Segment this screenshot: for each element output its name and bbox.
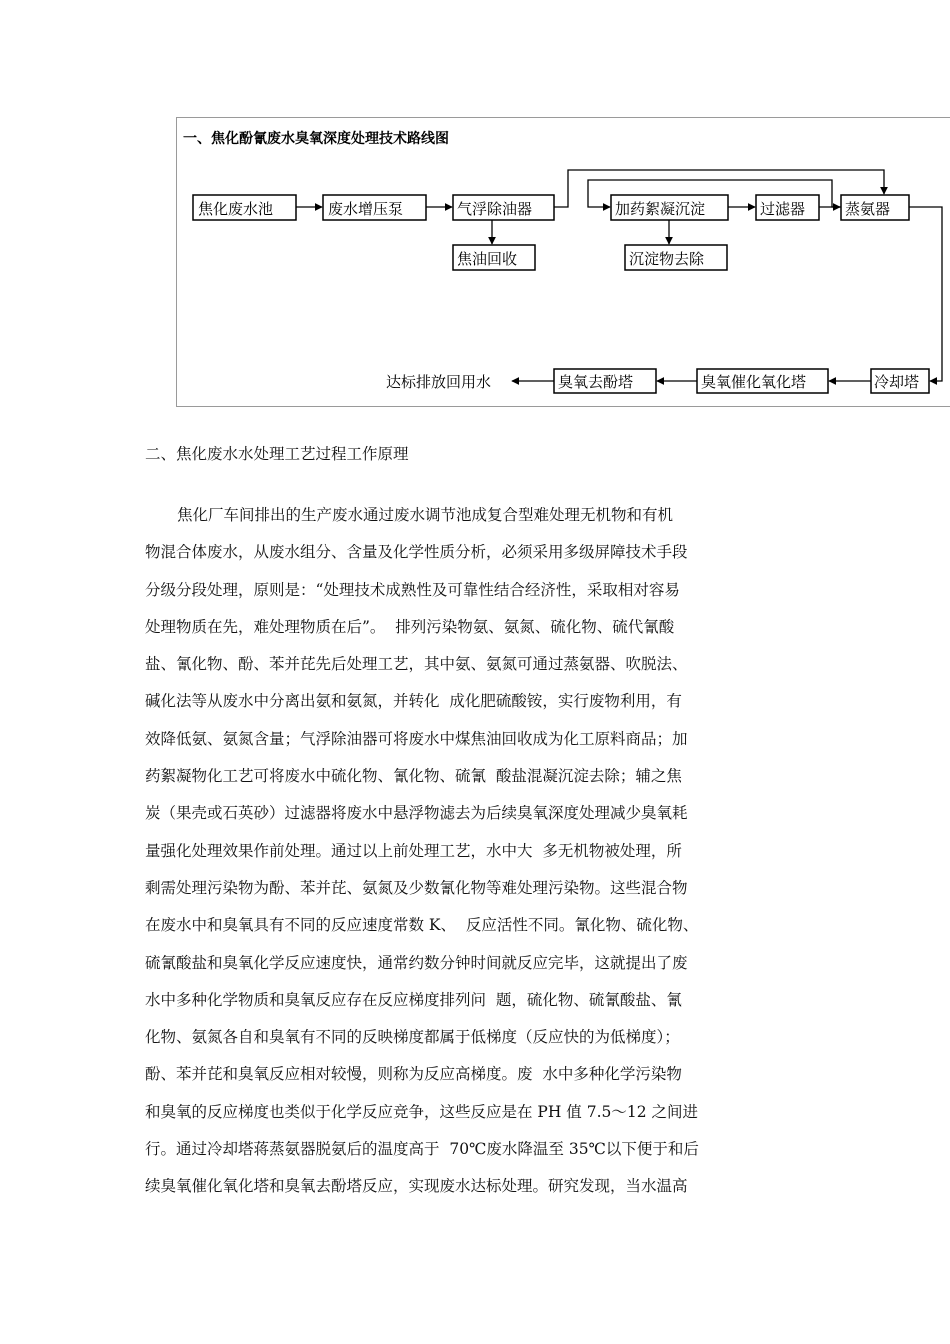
diagram-title: 一、焦化酚氰废水臭氧深度处理技术路线图 xyxy=(183,131,449,147)
paragraph-line: 酚、苯并芘和臭氧反应相对较慢，则称为反应高梯度。废 水中多种化学污染物 xyxy=(145,1065,682,1084)
paragraph-line: 盐、氰化物、酚、苯并芘先后处理工艺，其中氨、氨氮可通过蒸氨器、吹脱法、 xyxy=(145,655,688,674)
node-ozone-phenol-removal-tower xyxy=(554,369,656,393)
node-label: 冷却塔 xyxy=(874,373,920,391)
section-heading: 二、焦化废水水处理工艺过程工作原理 xyxy=(145,445,409,463)
node-label: 废水增压泵 xyxy=(328,200,404,218)
node-cooling-tower xyxy=(871,369,929,393)
paragraph-line: 焦化厂车间排出的生产废水通过废水调节池成复合型难处理无机物和有机 xyxy=(177,506,674,524)
paragraph-line: 处理物质在先，难处理物质在后”。 排列污染物氨、氨氮、硫化物、硫代氰酸 xyxy=(145,617,675,636)
node-label: 臭氧催化氧化塔 xyxy=(701,373,807,391)
paragraph-line: 分级分段处理，原则是：“处理技术成熟性及可靠性结合经济性，采取相对容易 xyxy=(145,580,680,599)
paragraph-line: 药絮凝物化工艺可将废水中硫化物、氰化物、硫氰 酸盐混凝沉淀去除；辅之焦 xyxy=(145,767,682,786)
paragraph-line: 水中多种化学物质和臭氧反应存在反应梯度排列问 题，硫化物、硫氰酸盐、氰 xyxy=(145,990,682,1009)
node-label: 气浮除油器 xyxy=(457,200,533,218)
node-discharge-reuse-water xyxy=(386,373,491,391)
arrow-ammonia-still-to-cooling xyxy=(909,207,942,381)
paragraph-line: 在废水中和臭氧具有不同的反应速度常数 K、 反应活性不同。氰化物、硫化物、 xyxy=(145,916,699,935)
node-flocculation-sedimentation xyxy=(611,195,728,220)
node-label: 沉淀物去除 xyxy=(629,250,705,268)
paragraph-line: 和臭氧的反应梯度也类似于化学反应竞争，这些反应是在 PH 值 7.5～12 之间进 xyxy=(145,1102,699,1121)
node-sediment-removal xyxy=(625,245,727,270)
node-label: 焦油回收 xyxy=(457,250,518,268)
paragraph-line: 效降低氨、氨氮含量；气浮除油器可将废水中煤焦油回收成为化工原料商品；加 xyxy=(145,729,688,748)
paragraph-line: 物混合体废水，从废水组分、含量及化学性质分析，必须采用多级屏障技术手段 xyxy=(145,543,688,562)
node-label: 过滤器 xyxy=(760,200,806,218)
node-ozone-catalytic-tower xyxy=(697,369,828,393)
node-label: 蒸氨器 xyxy=(845,200,891,218)
paragraph-line: 量强化处理效果作前处理。通过以上前处理工艺，水中大 多无机物被处理，所 xyxy=(145,841,682,860)
paragraph-line: 化物、氨氮各自和臭氧有不同的反映梯度都属于低梯度（反应快的为低梯度）； xyxy=(145,1028,680,1047)
node-booster-pump xyxy=(323,195,426,220)
node-coking-wastewater-pool xyxy=(193,195,296,220)
node-label: 焦化废水池 xyxy=(198,200,274,218)
node-label: 加药絮凝沉淀 xyxy=(615,200,706,218)
paragraph-line: 炭（果壳或石英砂）过滤器将废水中悬浮物滤去为后续臭氧深度处理减少臭氧耗 xyxy=(145,804,688,823)
paragraph-line: 行。通过冷却塔蒋蒸氨器脱氨后的温度高于 70℃废水降温至 35℃以下便于和后 xyxy=(145,1140,699,1159)
flow-diagram xyxy=(0,0,950,420)
paragraph-line: 硫氰酸盐和臭氧化学反应速度快，通常约数分钟时间就反应完毕，这就提出了废 xyxy=(145,953,688,972)
paragraph-line: 碱化法等从废水中分离出氨和氨氮，并转化 成化肥硫酸铵，实行废物利用，有 xyxy=(145,692,682,711)
node-tar-recovery xyxy=(453,245,535,270)
node-label: 达标排放回用水 xyxy=(386,373,492,391)
node-label: 臭氧去酚塔 xyxy=(558,373,634,391)
paragraph-line: 续臭氧催化氧化塔和臭氧去酚塔反应，实现废水达标处理。研究发现，当水温高 xyxy=(145,1177,688,1196)
paragraph-line: 剩需处理污染物为酚、苯并芘、氨氮及少数氰化物等难处理污染物。这些混合物 xyxy=(145,878,688,897)
node-ammonia-still xyxy=(841,195,909,220)
body-paragraph xyxy=(145,497,810,1206)
node-filter xyxy=(756,195,819,220)
node-air-flotation-oil-remover xyxy=(453,195,554,220)
